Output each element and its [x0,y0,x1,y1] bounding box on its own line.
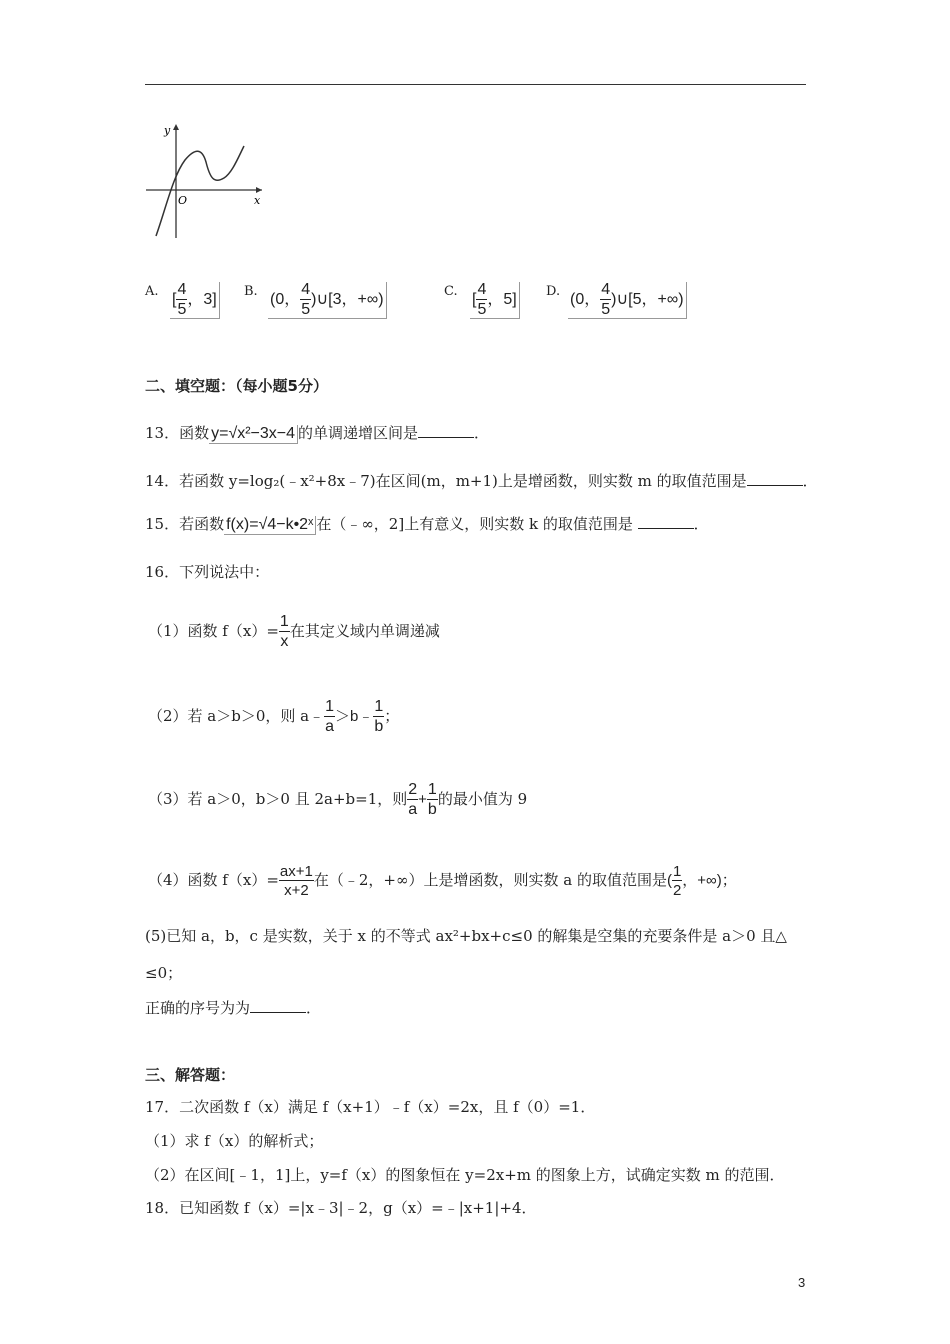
header-rule [145,84,806,85]
y-label: y [164,124,171,137]
question-16-intro: 16．下列说法中： [145,563,270,581]
statement-4: （4）函数 f（x）= $\frac{ax+1}{x+2}$ 在（﹣2，+∞）上是增函数，则实数 a 的取值范围是( $\frac{1}{2}$ ，+∞)； [148,863,737,899]
origin-label: O [178,194,188,207]
question-14: 14．若函数 y=log₂(﹣x²+8x﹣7)在区间(m，m+1)上是增函数，则实数 m 的取值范围是 ． [145,472,818,490]
option-c-letter: C. [444,284,458,299]
page-number: 3 [798,1275,806,1290]
question-18: 18．已知函数 f（x）=|x﹣3|﹣2，g（x）=﹣|x+1|+4． [145,1199,537,1217]
option-a: [ $\frac{4}{5}$ ，3] [170,282,220,319]
x-axis-arrow-icon [256,187,262,193]
x-label: x [254,194,261,207]
curve [156,146,244,236]
section-2-title: 二、填空题：（每小题5分） [145,377,328,395]
question-17: 17．二次函数 f（x）满足 f（x+1）﹣f（x）=2x，且 f（0）=1． [145,1098,596,1116]
question-17-part-2: （2）在区间[﹣1，1]上，y=f（x）的图象恒在 y=2x+m 的图象上方，试确定实数 m 的范围． [145,1166,785,1184]
question-17-part-1: （1）求 f（x）的解析式； [145,1132,324,1150]
question-13: 13．函数 y=√x²−3x−4 的单调递增区间是 ． [145,424,490,442]
statement-2: （2）若 a＞b＞0，则 a﹣ $\frac{1}{a}$ ＞b﹣ $\frac{1}{b}$ ； [148,698,400,735]
option-d: (0， $\frac{4}{5}$ )∪[5，+∞) [568,282,687,319]
option-b-letter: B. [244,284,258,299]
y-axis-arrow-icon [173,124,179,130]
statement-3: （3）若 a＞0，b＞0 且 2a+b=1，则 $\frac{2}{a}$ + $\frac{1}{b}$ 的最小值为 9 [148,781,528,818]
statement-1: （1）函数 f（x）= $\frac{1}{x}$ 在其定义域内单调递减 [148,613,440,650]
option-a-letter: A. [145,284,159,299]
question-15: 15．若函数 f(x)=√4−k•2ˣ 在（﹣∞，2]上有意义，则实数 k 的取值范围是 ． [145,515,709,533]
statement-5-line-2: ≤0； [145,964,183,982]
statement-5-line-1: (5)已知 a，b，c 是实数，关于 x 的不等式 ax²+bx+c≤0 的解集是空集的充要条件是 a＞0 且△ [145,927,787,945]
section-3-title: 三、解答题： [145,1066,236,1084]
question-16-answer: 正确的序号为为 ． [145,999,322,1017]
function-graph [140,118,265,243]
option-c: [ $\frac{4}{5}$ ，5] [470,282,520,319]
option-d-letter: D. [546,284,561,299]
option-b: (0， $\frac{4}{5}$ )∪[3，+∞) [268,282,387,319]
